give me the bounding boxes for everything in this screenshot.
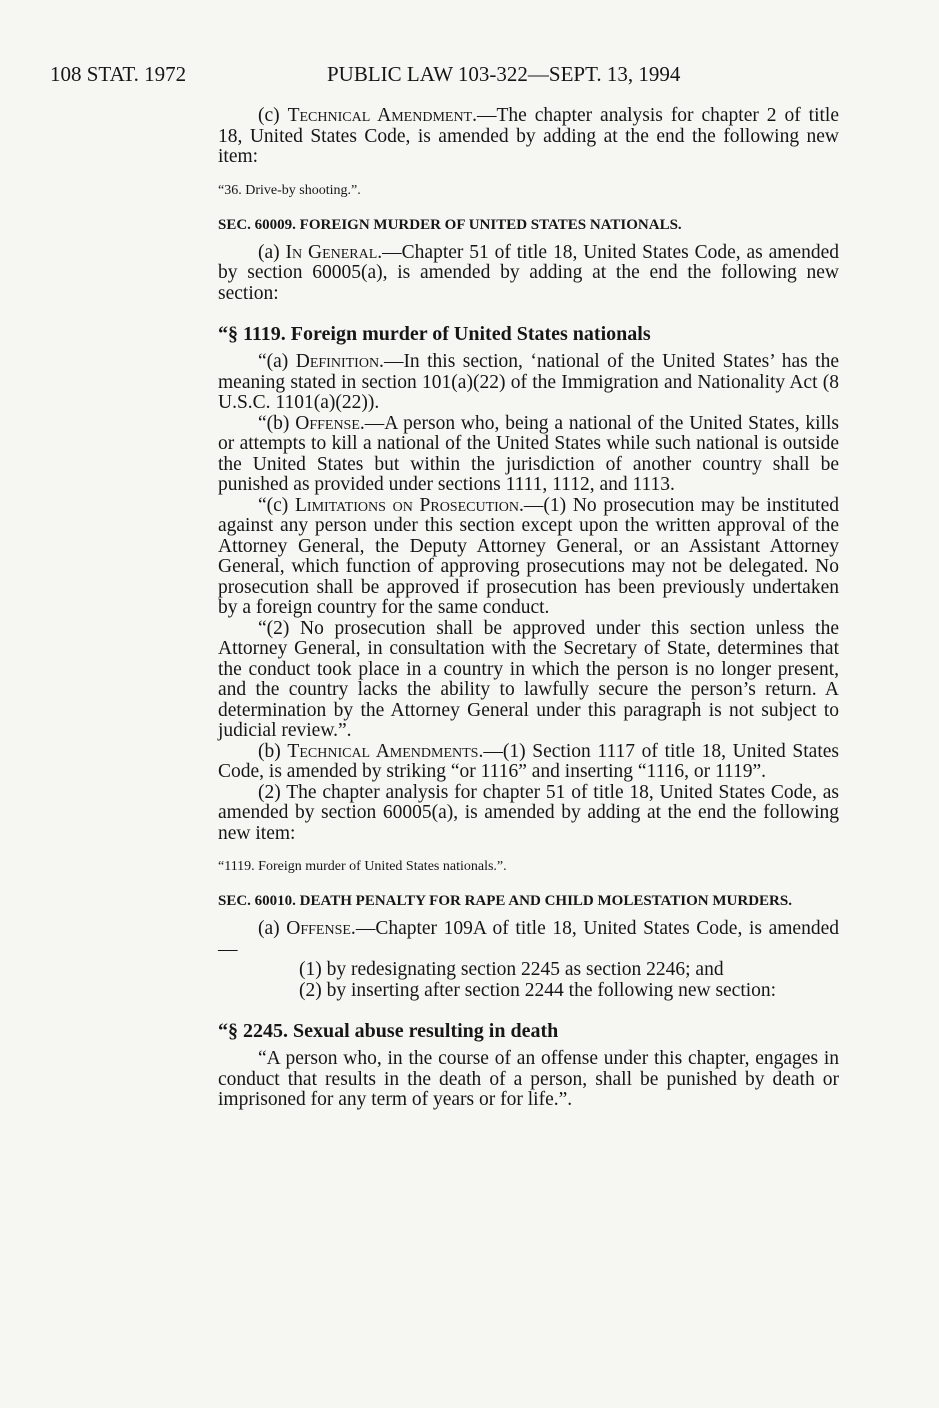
stat-page-number: 108 STAT. 1972: [50, 62, 187, 86]
section-heading-60010: SEC. 60010. DEATH PENALTY FOR RAPE AND CHILD MOLESTATION MURDERS.: [218, 893, 792, 909]
section-title-1119: “§ 1119. Foreign murder of United States nationals: [218, 323, 651, 345]
paragraph-technical-amendment: (c) Technical Amendment.—The chapter analysis for chapter 2 of title 18, United States Code, is amended by adding at the end the following new item:: [218, 105, 839, 167]
clause-redesignating: (1) by redesignating section 2245 as section 2246; and: [299, 959, 724, 980]
inserted-item-36: “36. Drive-by shooting.”.: [218, 182, 361, 198]
paragraph-definition: “(a) Definition.—In this section, ‘national of the United States’ has the meaning stated in section 101(a)(22) of the Immigration and Nationality Act (8 U.S.C. 1101(a)(22)).: [218, 351, 839, 413]
section-title-2245: “§ 2245. Sexual abuse resulting in death: [218, 1020, 559, 1042]
paragraph-sexual-abuse: “A person who, in the course of an offense under this chapter, engages in conduct that results in the death of a person, shall be punished by death or imprisoned for any term of years or for life.”.: [218, 1048, 839, 1110]
inserted-item-1119: “1119. Foreign murder of United States nationals.”.: [218, 859, 507, 874]
paragraph-technical-amendments: (b) Technical Amendments.—(1) Section 1117 of title 18, United States Code, is amended by striking “or 1116” and inserting “1116, or 1119”.: [218, 740, 839, 782]
paragraph-chapter-analysis: (2) The chapter analysis for chapter 51 of title 18, United States Code, as amended by section 60005(a), is amended by adding at the end the following new item:: [218, 781, 839, 844]
paragraph-in-general: (a) In General.—Chapter 51 of title 18, United States Code, as amended by section 60005(a), is amended by adding at the end the following new section:: [218, 241, 839, 304]
paragraph-offense: “(b) Offense.—A person who, being a national of the United States, kills or attempts to kill a national of the United States while such national is outside the United States but within the jurisdiction of another country shall be punished as provided under sections 1111, 1112, and 1113.: [218, 412, 839, 495]
paragraph-limitations: “(c) Limitations on Prosecution.—(1) No prosecution may be instituted against any person under this section except upon the written approval of the Attorney General, the Deputy Attorney General, or an Assistant Attorney General, which function of approving prosecutions may not be delegated. No prosecution shall be approved if prosecution has been previously undertaken by a foreign country for the same conduct.: [218, 494, 839, 618]
section-heading-60009: SEC. 60009. FOREIGN MURDER OF UNITED STATES NATIONALS.: [218, 216, 682, 233]
document-body: [218, 106, 839, 1111]
public-law-citation: PUBLIC LAW 103-322—SEPT. 13, 1994: [327, 62, 681, 86]
clause-inserting: (2) by inserting after section 2244 the following new section:: [299, 979, 777, 1001]
paragraph-limitations-2: “(2) No prosecution shall be approved under this section unless the Attorney General, in consultation with the Secretary of State, determines that the conduct took place in a country in which the person is no longer present, and the country lacks the ability to lawfully secure the person’s return. A determination by the Attorney General under this paragraph is not subject to judicial review.”.: [218, 617, 839, 741]
paragraph-offense-109a: (a) Offense.—Chapter 109A of title 18, United States Code, is amended—: [218, 918, 839, 960]
